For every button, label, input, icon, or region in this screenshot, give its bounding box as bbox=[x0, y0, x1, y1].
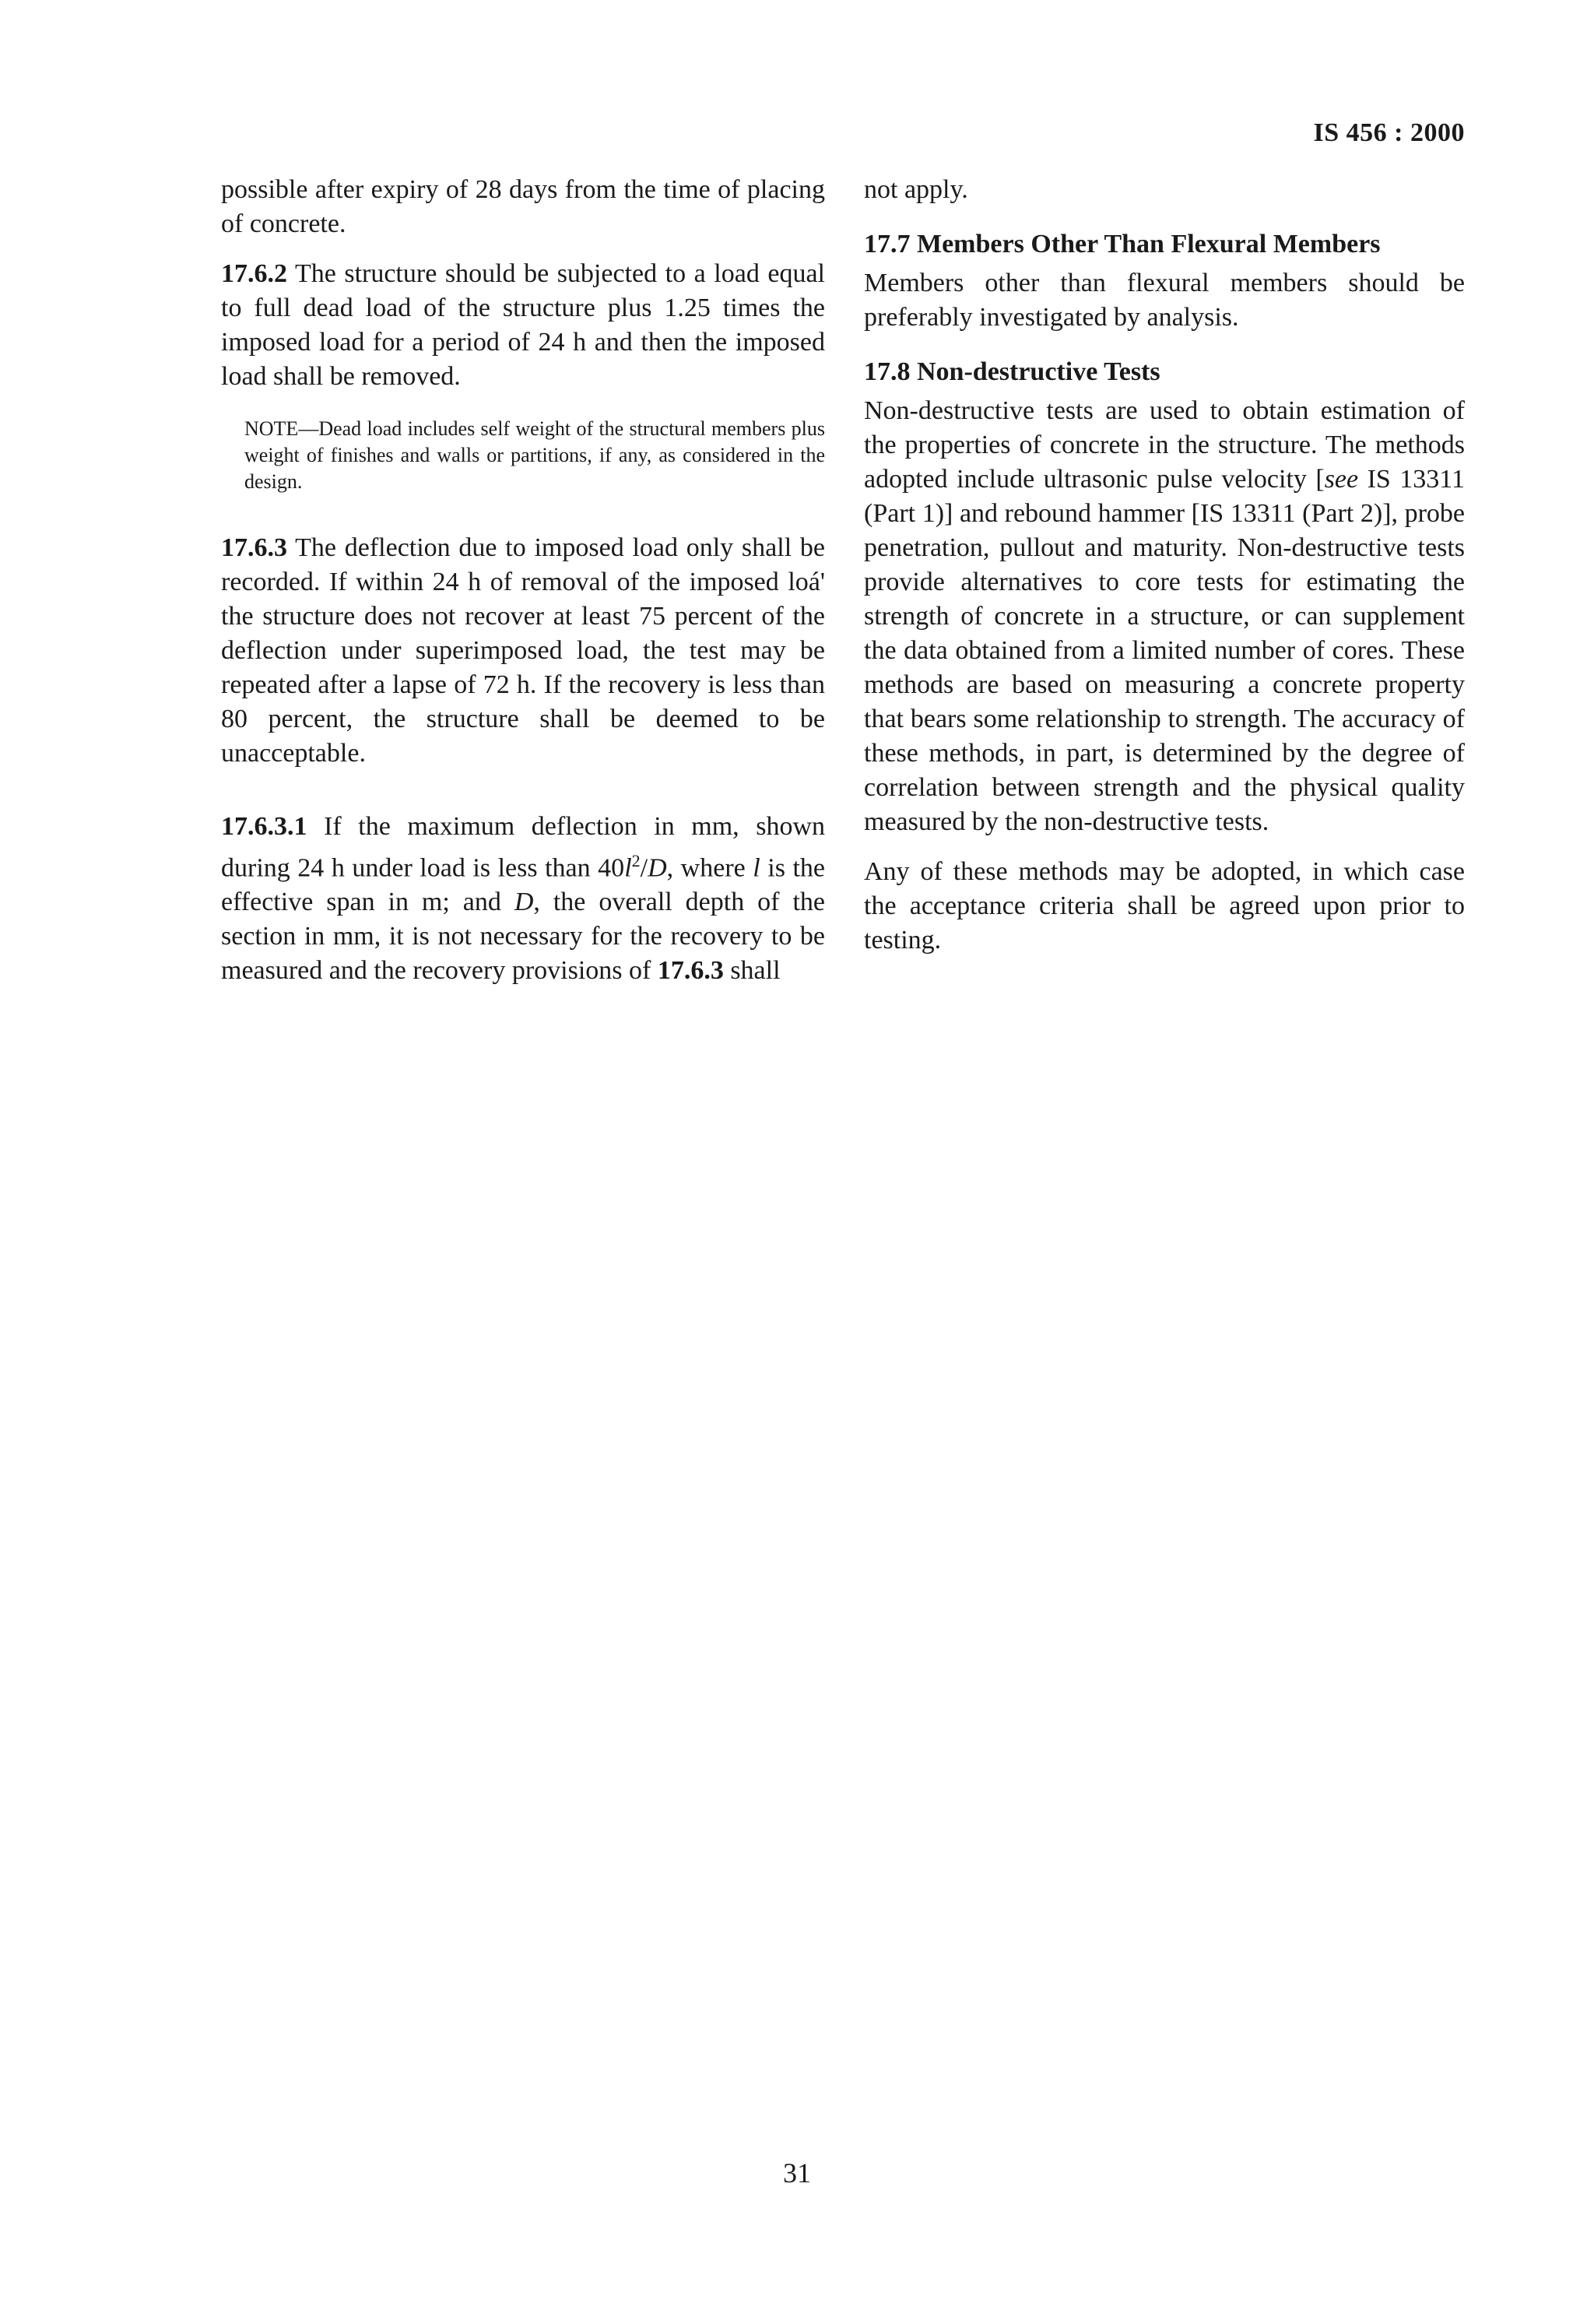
clause-text-part: , the overall depth of the section in mm, it is not necessary for the recovery to be measured and the recovery provisions of bbox=[221, 888, 825, 986]
variable-l: l bbox=[624, 853, 632, 883]
paragraph-text-part: IS 13311 (Part 1)] and rebound hammer [IS 13311 (Part 2)], probe penetration, pullout and maturity. Non-destructive tests provide alternatives to core tests for estimating the strength of concrete in a structure, or can supplement the data obtained from a limited number of cores. These methods are based on measuring a concrete property that bears some relationship to strength. The accuracy of these methods, in part, is determined by the degree of correlation between strength and the physical quality measured by the non-destructive tests. bbox=[864, 465, 1465, 836]
paragraph-17-8-acceptance: Any of these methods may be adopted, in which case the acceptance criteria shall be agreed upon prior to testing. bbox=[864, 857, 1465, 955]
clause-number: 17.6.3 bbox=[221, 533, 287, 562]
variable-l: l bbox=[753, 853, 760, 883]
heading-title: Members Other Than Flexural Members bbox=[917, 230, 1381, 258]
paragraph-text-part: Non-destructive tests are used to obtain estimation of the properties of concrete in the structure. The methods adopted include ultrasonic pulse velocity [ bbox=[864, 396, 1465, 494]
variable-d: D bbox=[648, 853, 667, 883]
heading-title: Non-destructive Tests bbox=[917, 357, 1160, 386]
clause-text-part: shall bbox=[723, 956, 781, 986]
right-column bbox=[864, 173, 1465, 973]
clause-text-part: , where bbox=[666, 853, 753, 883]
clause-reference: 17.6.3 bbox=[657, 956, 724, 986]
heading-number: 17.7 bbox=[864, 230, 911, 258]
clause-text-part: is the effective span in m; and bbox=[221, 853, 826, 917]
standard-header: IS 456 : 2000 bbox=[1313, 118, 1465, 147]
paragraph-17-8 bbox=[864, 394, 1465, 839]
clause-text-part: If the maximum deflection in mm, shown during 24 h under load is less than 40 bbox=[221, 812, 825, 883]
heading-17-7 bbox=[864, 227, 1465, 262]
clause-text-part: / bbox=[640, 853, 648, 883]
variable-d: D bbox=[514, 888, 534, 917]
clause-number: 17.6.2 bbox=[221, 259, 287, 288]
paragraph-17-7: Members other than flexural members should be preferably investigated by analysis. bbox=[864, 269, 1465, 332]
heading-number: 17.8 bbox=[864, 357, 911, 386]
page-number: 31 bbox=[783, 2157, 811, 2189]
clause-text: The deflection due to imposed load only shall be recorded. If within 24 h of removal of the imposed loá' the structure does not recover at least 75 percent of the deflection under superimposed load, the test may be repeated after a lapse of 72 h. If the recovery is less than 80 percent, the structure shall be deemed to be unacceptable. bbox=[221, 533, 825, 768]
clause-text: The structure should be subjected to a load equal to full dead load of the structure plus 1.25 times the imposed load for a period of 24 h and then the imposed load shall be removed. bbox=[221, 259, 825, 391]
heading-17-8 bbox=[864, 355, 1465, 389]
continuation-paragraph: not apply. bbox=[864, 175, 968, 204]
clause-number: 17.6.3.1 bbox=[221, 812, 307, 841]
clause-17-6-2 bbox=[221, 257, 825, 394]
note: NOTE—Dead load includes self weight of the structural members plus weight of finishes and walls or partitions, if any, as considered in the design. bbox=[244, 417, 825, 493]
continuation-paragraph: possible after expiry of 28 days from the time of placing of concrete. bbox=[221, 175, 825, 238]
clause-17-6-3-1 bbox=[221, 810, 825, 988]
clause-17-6-3 bbox=[221, 531, 825, 771]
superscript: 2 bbox=[631, 851, 641, 870]
left-column bbox=[221, 173, 825, 1004]
see-reference: see bbox=[1324, 465, 1359, 494]
